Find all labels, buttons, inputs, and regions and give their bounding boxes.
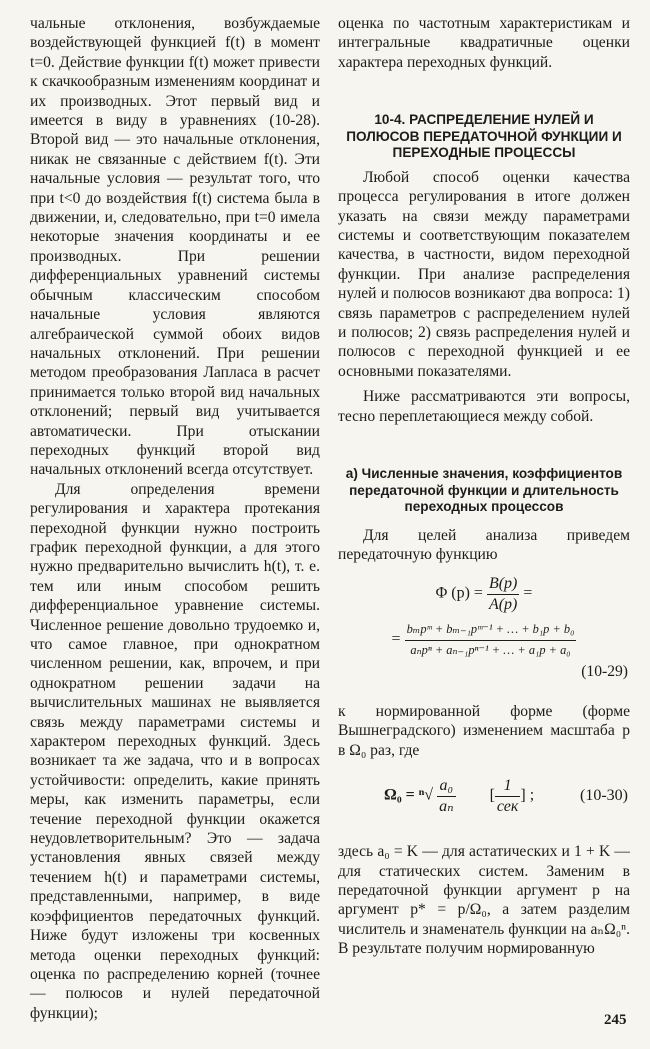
eq2-lhs: = xyxy=(391,630,401,648)
eq1-denominator: A(p) xyxy=(488,595,518,613)
right-intro: оценка по частотным характеристикам и интегральные квадратичные оценки характера переходных функций. xyxy=(338,15,630,71)
page-number: 245 xyxy=(604,1012,627,1028)
subsection-paragraph-1: Для целей анализа приведем передаточную функцию xyxy=(338,526,630,563)
eq3-number: (10-30) xyxy=(580,787,628,805)
eq3-denominator: aₙ xyxy=(439,797,454,815)
equation-transfer-function xyxy=(338,574,630,614)
subsection-paragraph-2: к нормированной форме (форме Вышнеградского) изменением масштаба p в Ω₀ раз, где xyxy=(338,702,630,759)
eq2-denominator: aₙpⁿ + aₙ₋₁pⁿ⁻¹ + … + a₁p + a₀ xyxy=(410,642,571,657)
eq1-lhs: Φ (p) = xyxy=(435,584,483,602)
eq3-unit-denominator: сек xyxy=(496,797,519,815)
eq2-number-line xyxy=(338,660,630,688)
left-paragraph-2: Для определения времени регулирования и характера протекания переходной функции нужно построить график переходной функции, а для этого нужно предварительно вычислить h(t), т. е. тем или иным способом решить дифференциальное уравнение системы. Численное решение довольно трудоемко и, что самое главное, при однократном численном решении, как, впрочем, и при однократном решении задачи на вычислительных машинах не выявляется связь между параметрами системы и характером переходных функций. Здесь возникает та же задача, что и в вопросах устойчивости: определить, какие принять меры, как изменить параметры, если течение переходной функции окажется неудовлетворительным? Это — задача установления явных связей между течением h(t) и параметрами системы, представленными, например, в виде коэффициентов передаточных функций. Ниже будут изложены три косвенных метода оценки переходных функций: оценка по распределению корней (точнее — полюсов и нулей передаточной функции); xyxy=(30,480,320,1022)
eq2-fraction xyxy=(405,620,577,660)
section-paragraph-1: Любой способ оценки качества процесса регулирования в итоге должен указать на связи между параметрами системы и соответствующим показателем качества, в частности, видом переходной функции. При анализе распределения нулей и полюсов возникают два вопроса: 1) связь параметров с распределением нулей и полюсов; 2) связь распределения нулей и полюсов с переходной функцией и ее основными показателями. xyxy=(338,168,630,380)
eq3-unit-fraction xyxy=(495,776,520,816)
eq3-unit-numerator: 1 xyxy=(495,776,520,796)
subsection-paragraph-3: здесь a₀ = K — для астатических и 1 + K — для статических систем. Заменим в передаточной функции аргумент p на аргумент p* = p/Ω₀, а затем разделим числитель и знаменатель функции на aₙΩ₀ⁿ. В результате получим нормированную xyxy=(338,843,630,958)
eq1-rhs: = xyxy=(523,584,533,602)
left-paragraph-1: чальные отклонения, возбуждаемые воздействующей функцией f(t) в момент t=0. Действие функции f(t) может привести к скачкообразным изменениям координат и их производных. Этот первый вид и имеется в виду в уравнениях (10-28). Второй вид — это начальные отклонения, никак не связанные с действием f(t). Эти начальные условия — результат того, что при t<0 до воздействия f(t) система была в движении, и, следовательно, при t=0 имела некоторые значения координаты и ее производных. При решении дифференциальных уравнений системы обычным классическим способом начальные условия являются алгебраической суммой обоих видов начальных отклонений. При решении методом преобразования Лапласа в расчет принимается только второй вид начальных отклонений; первый вид учитывается автоматически. При отыскании переходных функций второй вид начальных отклонений всегда отсутствует. xyxy=(30,15,320,479)
left-column xyxy=(30,14,320,1023)
right-column xyxy=(338,14,630,959)
eq1-numerator: B(p) xyxy=(487,574,519,594)
eq3-lhs: Ω₀ = ⁿ√ xyxy=(384,786,434,804)
eq3-separator: ; xyxy=(529,786,535,804)
section-paragraph-2: Ниже рассматриваются эти вопросы, тесно переплетающиеся между собой. xyxy=(338,388,630,425)
section-heading: 10-4. РАСПРЕДЕЛЕНИЕ НУЛЕЙ И ПОЛЮСОВ ПЕРЕДАТОЧНОЙ ФУНКЦИИ И ПЕРЕХОДНЫЕ ПРОЦЕССЫ xyxy=(346,112,622,161)
eq3-fraction xyxy=(437,776,455,816)
eq2-number: (10-29) xyxy=(581,662,628,680)
eq1-fraction xyxy=(487,574,519,614)
eq2-numerator: bₘpᵐ + bₘ₋₁pᵐ⁻¹ + … + b₁p + b₀ xyxy=(405,620,577,640)
subsection-heading: а) Численные значения, коэффициентов передаточной функции и длительность переходных процессов xyxy=(345,466,623,514)
eq3-unit-bracket: [ $\frac{1}{\text{сек}}$ ] xyxy=(489,777,526,815)
eq3-numerator: a₀ xyxy=(437,776,455,796)
equation-omega xyxy=(338,776,630,820)
equation-polynomial-ratio xyxy=(338,620,630,660)
